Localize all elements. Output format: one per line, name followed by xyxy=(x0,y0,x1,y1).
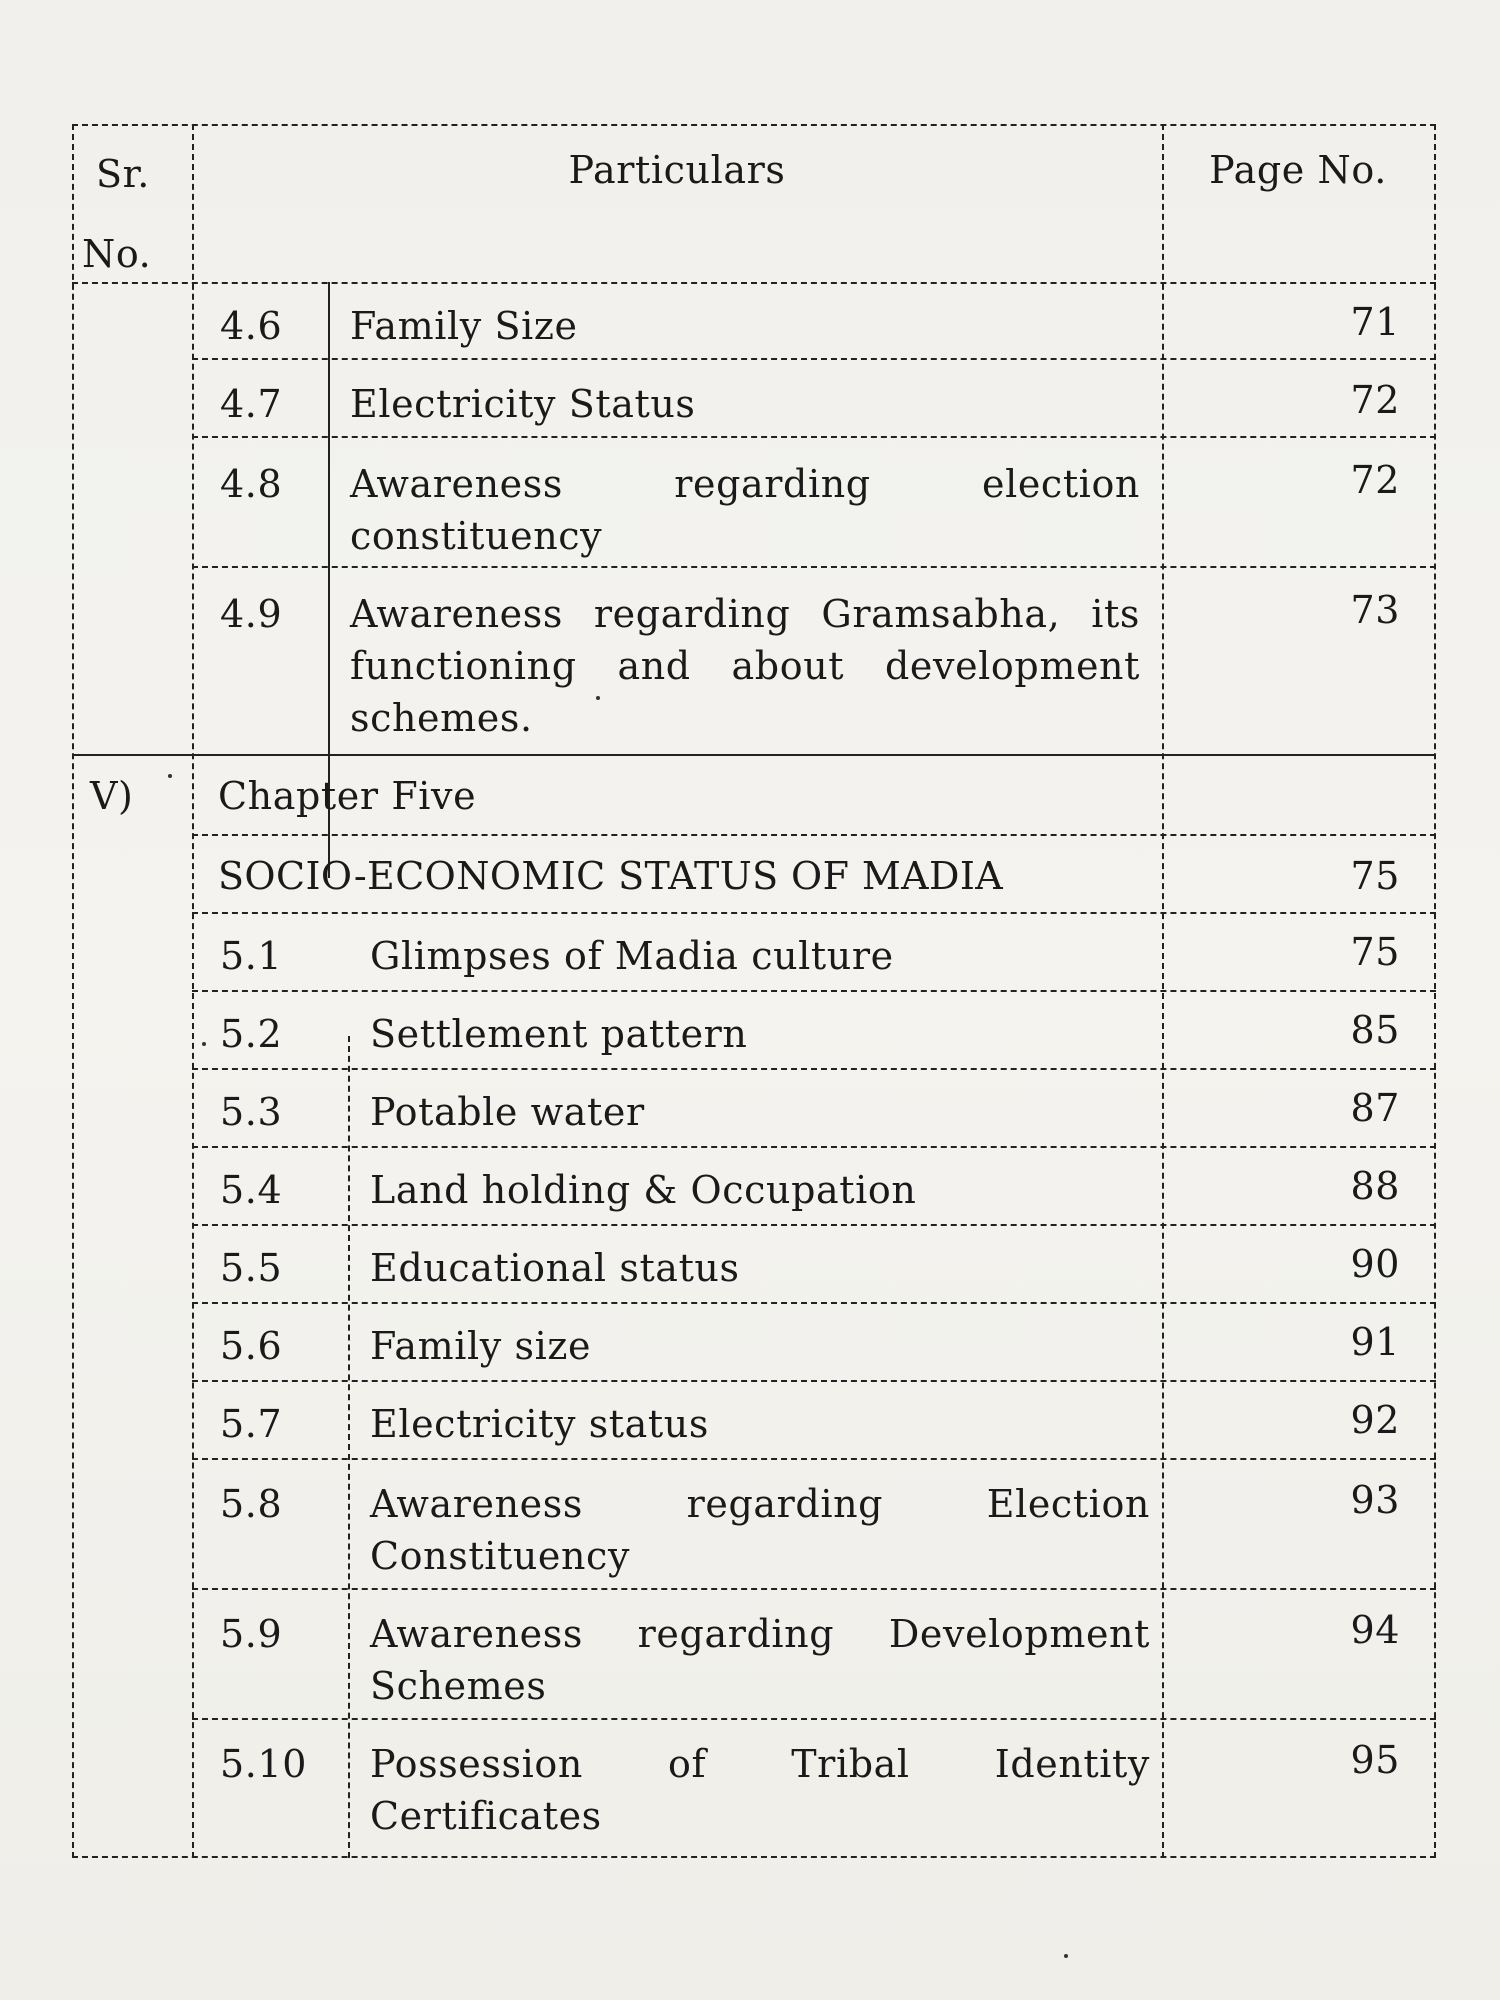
chapter-five-label: Chapter Five xyxy=(218,774,477,818)
header-page-no: Page No. xyxy=(1209,148,1387,192)
row-5-6-title: Family size xyxy=(370,1324,592,1368)
row-5-8-page: 93 xyxy=(1350,1478,1400,1522)
row-5-8-title-line2: Constituency xyxy=(370,1534,631,1578)
row-5-2-title: Settlement pattern xyxy=(370,1012,748,1056)
row-4-6-title: Family Size xyxy=(350,304,578,348)
row-5-5-title: Educational status xyxy=(370,1246,740,1290)
row-4-7-num: 4.7 xyxy=(220,382,283,426)
row-5-7-title: Electricity status xyxy=(370,1402,709,1446)
row-divider xyxy=(192,1068,1436,1070)
scan-speck xyxy=(202,1042,206,1046)
row-4-9-title-line3: schemes. xyxy=(350,696,533,740)
row-5-4-page: 88 xyxy=(1350,1164,1400,1208)
row-5-8-num: 5.8 xyxy=(220,1482,283,1526)
row-4-8-title xyxy=(350,458,1140,562)
row-5-10-title-line2: Certificates xyxy=(370,1794,602,1838)
header-particulars: Particulars xyxy=(568,148,786,192)
row-4-9-page: 73 xyxy=(1350,588,1400,632)
row-5-5-page: 90 xyxy=(1350,1242,1400,1286)
scan-speck xyxy=(1064,1954,1068,1958)
row-4-8-title-line2: constituency xyxy=(350,514,603,558)
row-5-1-title: Glimpses of Madia culture xyxy=(370,934,894,978)
chapter-five-heading: SOCIO-ECONOMIC STATUS OF MADIA xyxy=(218,854,1004,898)
row-5-3-title: Potable water xyxy=(370,1090,645,1134)
row-5-10-page: 95 xyxy=(1350,1738,1400,1782)
row-5-8-title xyxy=(370,1478,1150,1582)
row-5-3-num: 5.3 xyxy=(220,1090,283,1134)
row-divider xyxy=(192,1146,1436,1148)
scan-speck xyxy=(596,696,600,700)
row-5-7-page: 92 xyxy=(1350,1398,1400,1442)
row-4-9-num: 4.9 xyxy=(220,592,283,636)
row-5-2-page: 85 xyxy=(1350,1008,1400,1052)
row-divider xyxy=(192,358,1436,360)
row-5-10-num: 5.10 xyxy=(220,1742,308,1786)
header-sr-no xyxy=(82,148,192,280)
row-4-8-num: 4.8 xyxy=(220,462,283,506)
row-5-9-num: 5.9 xyxy=(220,1612,283,1656)
row-divider xyxy=(192,1302,1436,1304)
row-5-9-title-line2: Schemes xyxy=(370,1664,547,1708)
row-divider xyxy=(192,990,1436,992)
row-divider xyxy=(192,1588,1436,1590)
row-5-6-page: 91 xyxy=(1350,1320,1400,1364)
row-5-7-num: 5.7 xyxy=(220,1402,283,1446)
row-divider xyxy=(192,912,1436,914)
row-4-8-title-line1: Awareness regarding election xyxy=(350,462,1140,506)
row-divider xyxy=(192,1380,1436,1382)
row-4-9-title xyxy=(350,588,1140,744)
row-divider xyxy=(192,436,1436,438)
scan-speck xyxy=(168,774,172,778)
row-5-10-title-line1: Possession of Tribal Identity xyxy=(370,1742,1150,1786)
row-4-7-title: Electricity Status xyxy=(350,382,696,426)
table-border-left xyxy=(72,124,74,1858)
table-border-top xyxy=(72,124,1436,126)
header-sr-line2: No. xyxy=(82,232,152,276)
row-4-9-title-line2: functioning and about development xyxy=(350,644,1140,688)
row-divider xyxy=(192,834,1436,836)
row-5-6-num: 5.6 xyxy=(220,1324,283,1368)
row-5-4-title: Land holding & Occupation xyxy=(370,1168,917,1212)
header-divider xyxy=(72,282,1436,284)
row-5-4-num: 5.4 xyxy=(220,1168,283,1212)
row-divider xyxy=(192,1458,1436,1460)
row-4-6-page: 71 xyxy=(1350,300,1400,344)
row-5-1-page: 75 xyxy=(1350,930,1400,974)
row-4-6-num: 4.6 xyxy=(220,304,283,348)
table-border-bottom xyxy=(72,1856,1436,1858)
row-5-3-page: 87 xyxy=(1350,1086,1400,1130)
column-divider-num-ch5 xyxy=(348,1036,350,1858)
row-divider xyxy=(192,1224,1436,1226)
row-5-9-page: 94 xyxy=(1350,1608,1400,1652)
row-5-2-num: 5.2 xyxy=(220,1012,283,1056)
header-sr-line1: Sr. xyxy=(96,152,150,196)
table-of-contents xyxy=(72,124,1436,1858)
row-4-9-title-line1: Awareness regarding Gramsabha, its xyxy=(350,592,1140,636)
row-5-9-title xyxy=(370,1608,1150,1712)
chapter-divider xyxy=(72,754,1436,756)
row-5-9-title-line1: Awareness regarding Development xyxy=(370,1612,1150,1656)
row-5-10-title xyxy=(370,1738,1150,1842)
row-5-5-num: 5.5 xyxy=(220,1246,283,1290)
row-5-8-title-line1: Awareness regarding Election xyxy=(370,1482,1150,1526)
row-4-8-page: 72 xyxy=(1350,458,1400,502)
chapter-five-heading-page: 75 xyxy=(1350,854,1400,898)
chapter-five-sr: V) xyxy=(90,774,134,818)
row-4-7-page: 72 xyxy=(1350,378,1400,422)
row-divider xyxy=(192,1718,1436,1720)
row-5-1-num: 5.1 xyxy=(220,934,283,978)
row-divider xyxy=(192,566,1436,568)
